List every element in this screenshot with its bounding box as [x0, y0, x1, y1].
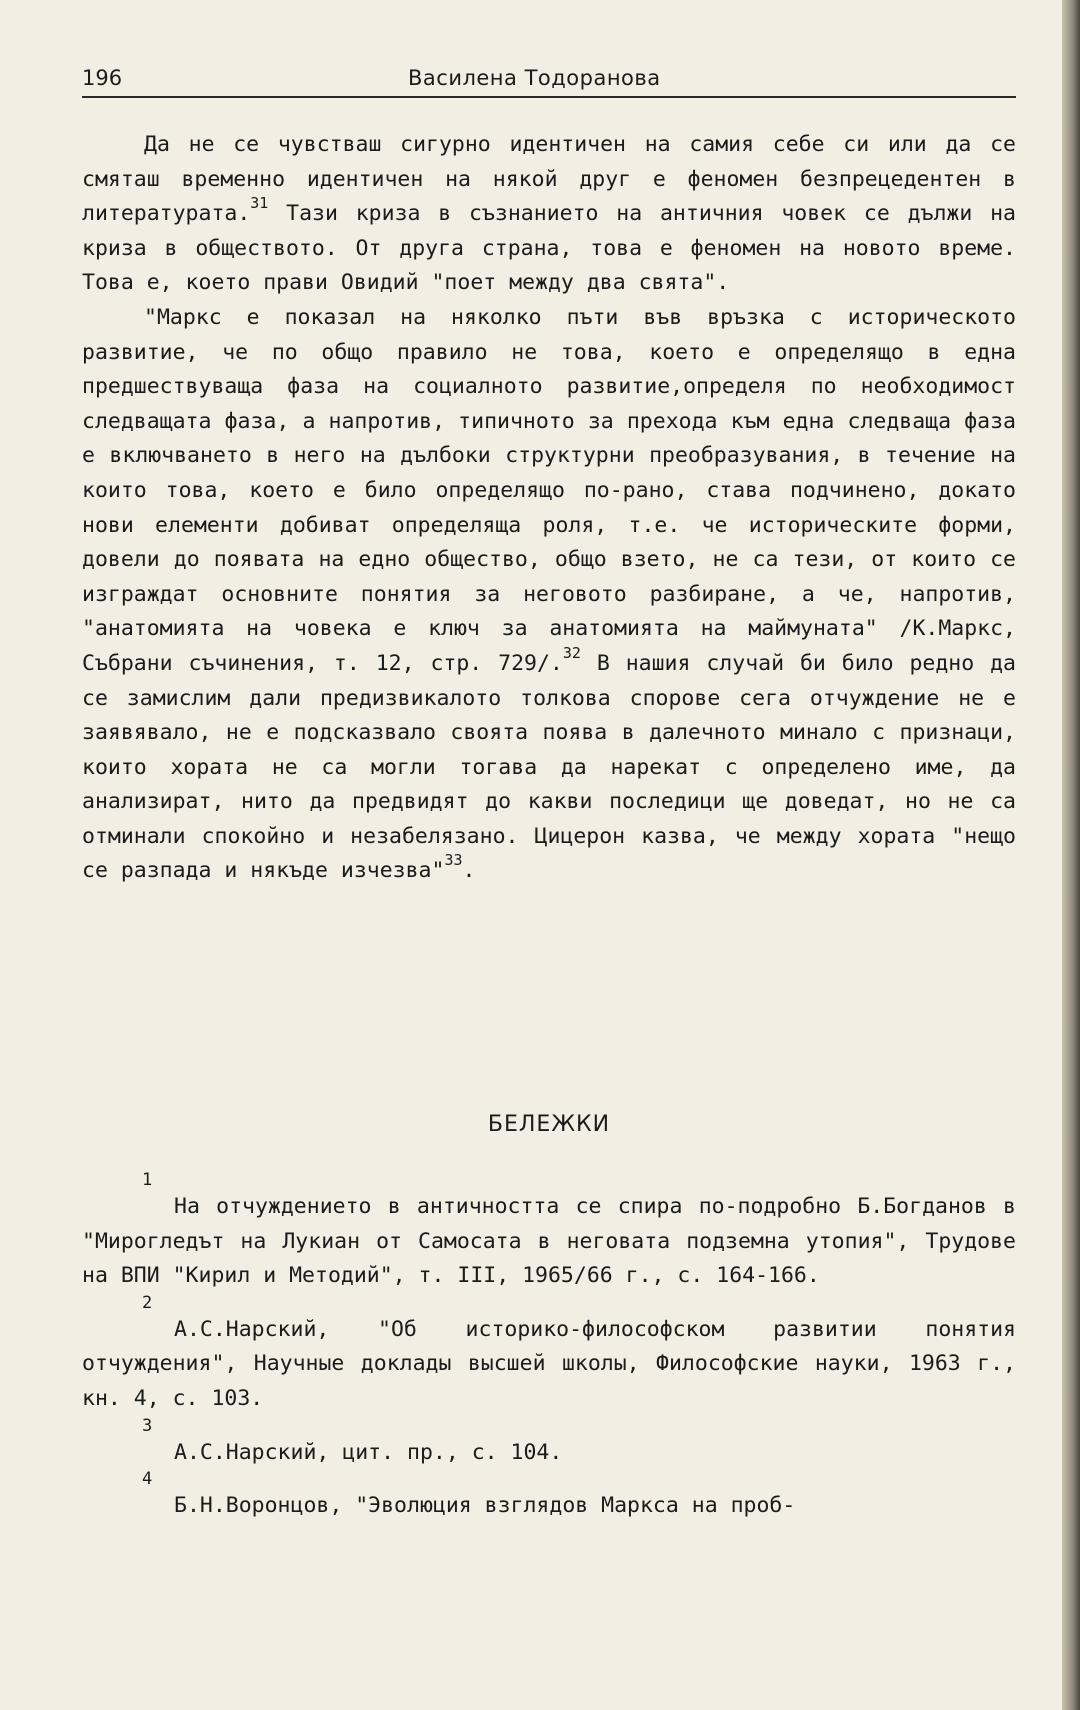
- note-text: На отчуждението в античността се спира по-подробно Б.Богданов в "Мирогледът на Лукиан от Самосата в неговата подземна утопия", Трудове на ВПИ "Кирил и Методий", т. III, 1965/66 г., с. 164-166.: [82, 1194, 1016, 1289]
- notes-list: [82, 1170, 1016, 1543]
- paragraph-2: [82, 301, 1016, 889]
- paragraph-1-text-b: Тази криза в съзнанието на античния човек се дължи на криза в обществото. От друга страна, това е феномен на новото време. Това е, което прави Овидий "поет между два свята".: [82, 201, 1016, 296]
- note-number: 4: [142, 1469, 153, 1490]
- note-item: [82, 1170, 1016, 1294]
- paragraph-2-text-c: .: [462, 858, 476, 884]
- note-text: А.С.Нарский, "Об историко-философском развитии понятия отчуждения", Научные доклады высшей школы, Философские науки, 1963 г., кн. 4, с. 103.: [82, 1316, 1016, 1411]
- paragraph-2-text-a: "Маркс е показал на няколко пъти във връзка с историческото развитие, че по общо правило не това, което е определящо в една предшествуваща фаза на социалното развитие,определя по необходимост следващата фаза, а напротив, типичното за прехода към една следваща фаза е включването в него на дълбоки структурни преобразувания, в течение на които това, което е било определящо по-рано, става подчинено, докато нови елементи добиват определяща роля, т.е. че историческите форми, довели до появата на едно общество, общо взето, не са тези, от които се изграждат основните понятия за неговото разбиране, а че, напротив, "анатомията на човека е ключ за анатомията на маймуната" /К.Маркс, Събрани съчинения, т. 12, стр. 729/.: [82, 304, 1016, 676]
- note-item: [82, 1415, 1016, 1471]
- paragraph-1-text-a: Да не се чувстваш сигурно идентичен на самия себе си или да се смяташ временно идентичен на някой друг е феномен безпрецедентен в литературата.: [82, 132, 1016, 227]
- note-number: 1: [142, 1170, 153, 1190]
- running-title: Василена Тодоранова: [408, 66, 661, 90]
- footnote-ref-31: 31: [250, 194, 269, 213]
- page-number: 196: [82, 66, 123, 90]
- paragraph-2-text-b: В нашия случай би било редно да се замислим дали предизвикалото толкова спорове сега отчуждение не е заявявало, не е подсказвало своята поява в далечното минало с признаци, които хората не са могли тогава да нарекат с определено име, да анализират, нито да предвидят до какви последици ще доведат, но не са отминали спокойно и незабелязано. Цицерон казва, че между хората "нещо се разпада и някъде изчезва": [82, 650, 1016, 884]
- note-text: Б.Н.Воронцов, "Эволюция взглядов Маркса на проб-: [174, 1493, 796, 1519]
- notes-heading: БЕЛЕЖКИ: [487, 1112, 611, 1137]
- note-text: А.С.Нарский, цит. пр., с. 104.: [174, 1439, 563, 1465]
- page-header: [82, 62, 1016, 98]
- footnote-ref-33: 33: [444, 851, 463, 870]
- note-item: [82, 1292, 1016, 1417]
- footnote-ref-32: 32: [562, 643, 581, 662]
- page-edge-shadow: [1062, 0, 1080, 1710]
- note-number: 2: [142, 1292, 153, 1313]
- note-item: [82, 1469, 1016, 1524]
- body-text: [82, 128, 1016, 889]
- paragraph-1: [82, 128, 1016, 301]
- note-number: 3: [142, 1415, 153, 1436]
